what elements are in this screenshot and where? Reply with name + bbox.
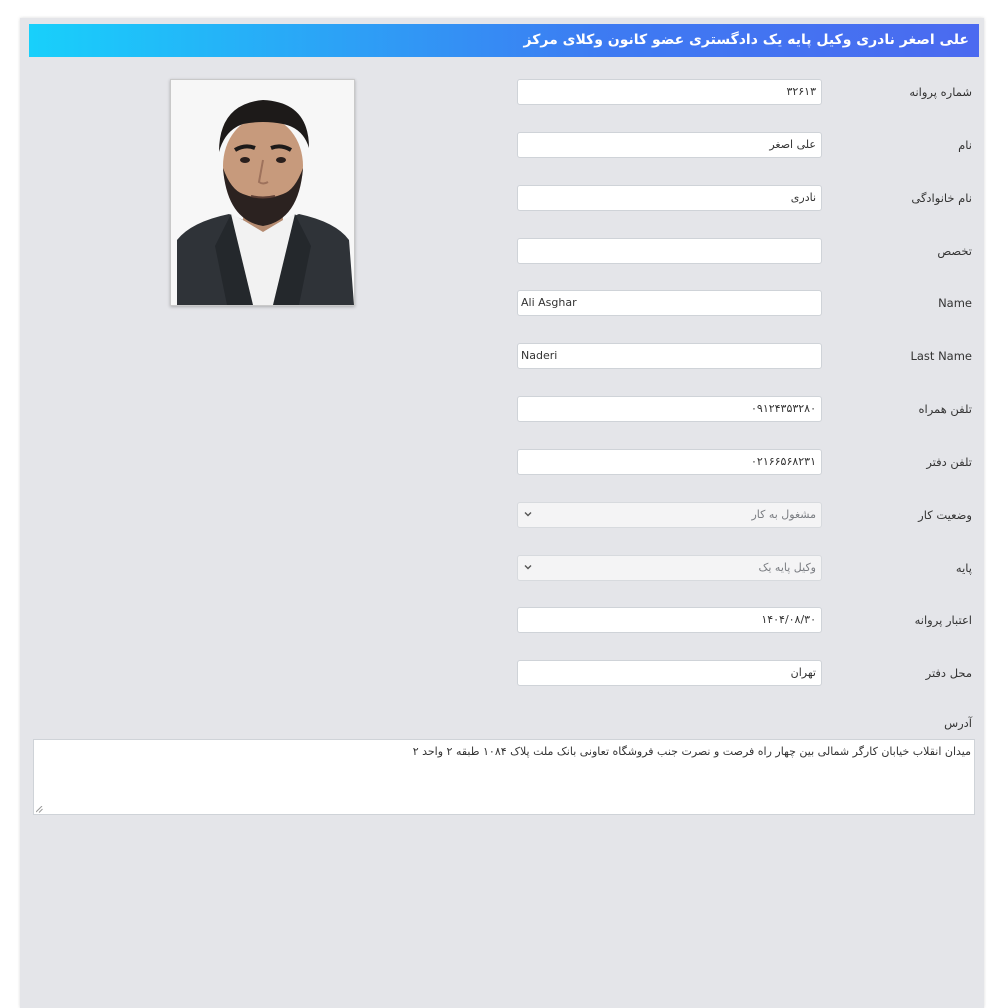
last-name-en-label: Last Name	[910, 349, 972, 363]
specialty-input[interactable]	[517, 238, 822, 264]
office-phone-input[interactable]: ۰۲۱۶۶۵۶۸۲۳۱	[517, 449, 822, 475]
grade-value: وکیل پایه یک	[758, 561, 816, 574]
address-text: میدان انقلاب خیابان کارگر شمالی بین چهار راه فرصت و نصرت جنب فروشگاه تعاونی بانک ملت پلاک ۱۰۸۴ طبقه ۲ واحد ۲	[412, 745, 971, 758]
office-location-input[interactable]: تهران	[517, 660, 822, 686]
chevron-down-icon	[523, 562, 533, 572]
last-name-label: نام خانوادگی	[911, 191, 972, 205]
license-validity-label: اعتبار پروانه	[914, 613, 972, 627]
license-validity-input[interactable]: ۱۴۰۴/۰۸/۳۰	[517, 607, 822, 633]
address-label: آدرس	[944, 716, 972, 730]
lawyer-portrait-image	[171, 80, 354, 305]
grade-select[interactable]	[517, 555, 822, 581]
last-name-input[interactable]: نادری	[517, 185, 822, 211]
name-en-input[interactable]: Ali Asghar	[517, 290, 822, 316]
lawyer-profile-panel	[20, 18, 984, 1008]
work-status-value: مشغول به کار	[751, 508, 816, 521]
office-location-label: محل دفتر	[925, 666, 972, 680]
license-number-label: شماره پروانه	[909, 85, 972, 99]
specialty-label: تخصص	[937, 244, 972, 258]
mobile-label: تلفن همراه	[918, 402, 972, 416]
work-status-select[interactable]	[517, 502, 822, 528]
license-number-input[interactable]: ۳۲۶۱۳	[517, 79, 822, 105]
grade-label: پایه	[955, 561, 972, 575]
name-en-label: Name	[938, 296, 972, 310]
mobile-input[interactable]: ۰۹۱۲۴۳۵۳۲۸۰	[517, 396, 822, 422]
first-name-input[interactable]: علی اصغر	[517, 132, 822, 158]
chevron-down-icon	[523, 509, 533, 519]
office-phone-label: تلفن دفتر	[926, 455, 972, 469]
page-title: علی اصغر نادری وکیل پایه یک دادگستری عضو کانون وکلای مرکز	[29, 24, 979, 57]
work-status-label: وضعیت کار	[918, 508, 972, 522]
last-name-en-input[interactable]: Naderi	[517, 343, 822, 369]
address-textarea[interactable]	[33, 739, 975, 815]
resize-handle-icon[interactable]	[36, 806, 43, 813]
first-name-label: نام	[958, 138, 972, 152]
profile-photo	[170, 79, 355, 306]
